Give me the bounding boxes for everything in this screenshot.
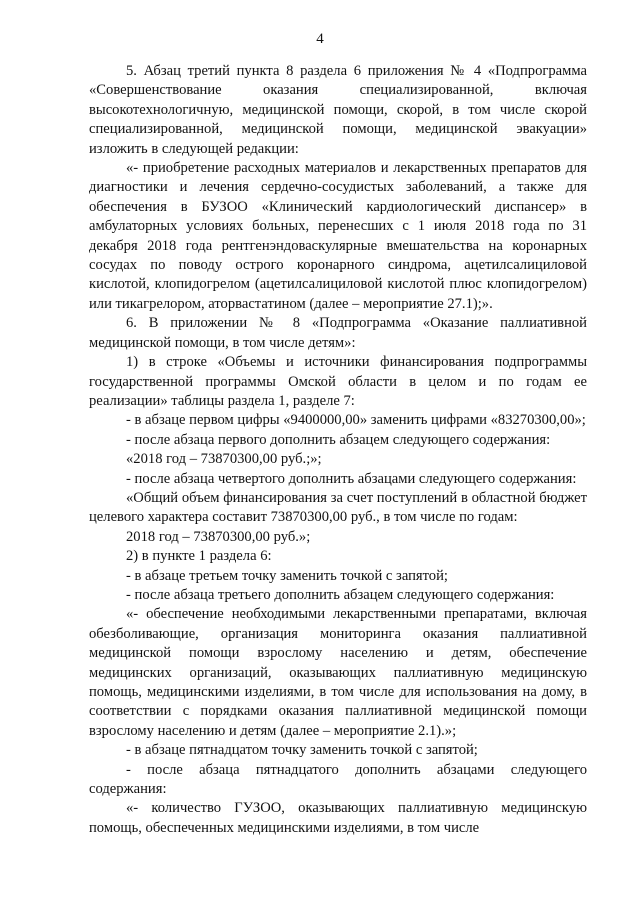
- paragraph-third-semicolon: - в абзаце третьем точку заменить точкой с запятой;: [126, 567, 448, 584]
- paragraph-subitem-1: 1) в строке «Объемы и источники финансирования подпрограммы государственной программы Омской области в целом и по годам ее реализации» таблицы раздела 1, разделе 7:: [89, 354, 587, 409]
- paragraph-add-after-fifteenth: - после абзаца пятнадцатого дополнить абзацами следующего содержания:: [89, 761, 587, 798]
- paragraph-replace-figures: - в абзаце первом цифры «9400000,00» заменить цифрами «83270300,00»;: [126, 412, 586, 429]
- paragraph-year-2018-amount: «2018 год – 73870300,00 руб.;»;: [126, 451, 322, 468]
- paragraph-fifteenth-semicolon: - в абзаце пятнадцатом точку заменить точкой с запятой;: [126, 742, 478, 759]
- page-number: 4: [316, 31, 324, 47]
- paragraph-add-after-first: - после абзаца первого дополнить абзацем следующего содержания:: [126, 431, 551, 448]
- paragraph-quote-guzoo-count: «- количество ГУЗОО, оказывающих паллиативную медицинскую помощь, обеспеченных медицинскими изделиями, в том числе: [89, 800, 587, 836]
- paragraph-item-6: 6. В приложении № 8 «Подпрограмма «Оказание паллиативной медицинской помощи, в том числе детям»:: [89, 315, 587, 351]
- paragraph-add-after-third: - после абзаца третьего дополнить абзацем следующего содержания:: [126, 586, 555, 603]
- paragraph-year-2018-total: 2018 год – 73870300,00 руб.»;: [126, 528, 311, 545]
- document-body: [89, 62, 587, 838]
- paragraph-quote-measure-27-1: «- приобретение расходных материалов и лекарственных препаратов для диагностики и лечения сердечно-сосудистых заболеваний, а также для обеспечения в БУЗОО «Клинический кардиологический диспансер» в амбулаторных условиях больных, перенесших с 1 июля 2018 года по 31 декабря 2018 года рентгенэндоваскулярные вмешательства на коронарных сосудах по поводу острого коронарного синдрома, ацетилсалициловой кислотой, клопидогрелом (ацетилсалициловой кислотой плюс клопидогрелом) или тикагрелором, аторвастатином (далее – мероприятие 27.1);».: [89, 160, 587, 312]
- paragraph-subitem-2: 2) в пункте 1 раздела 6:: [126, 548, 272, 565]
- paragraph-add-after-fourth: - после абзаца четвертого дополнить абзацами следующего содержания:: [126, 470, 577, 487]
- paragraph-item-5: 5. Абзац третий пункта 8 раздела 6 приложения № 4 «Подпрограмма «Совершенствование оказания специализированной, включая высокотехнологичную, медицинской помощи, скорой, в том числе скорой специализированной, медицинской помощи, медицинской эвакуации» изложить в следующей редакции:: [89, 63, 587, 157]
- paragraph-total-financing: «Общий объем финансирования за счет поступлений в областной бюджет целевого характера составит 73870300,00 руб., в том числе по годам:: [89, 489, 587, 526]
- paragraph-quote-measure-2-1: «- обеспечение необходимыми лекарственными препаратами, включая обезболивающие, организация мониторинга оказания паллиативной медицинской помощи взрослому населению и детям, обеспечение медицинских организаций, оказывающих паллиативную медицинскую помощь, медицинскими изделиями, в том числе для использования на дому, в соответствии с порядками оказания паллиативной медицинской помощи взрослому населению и детям (далее – мероприятие 2.1).»;: [89, 606, 587, 739]
